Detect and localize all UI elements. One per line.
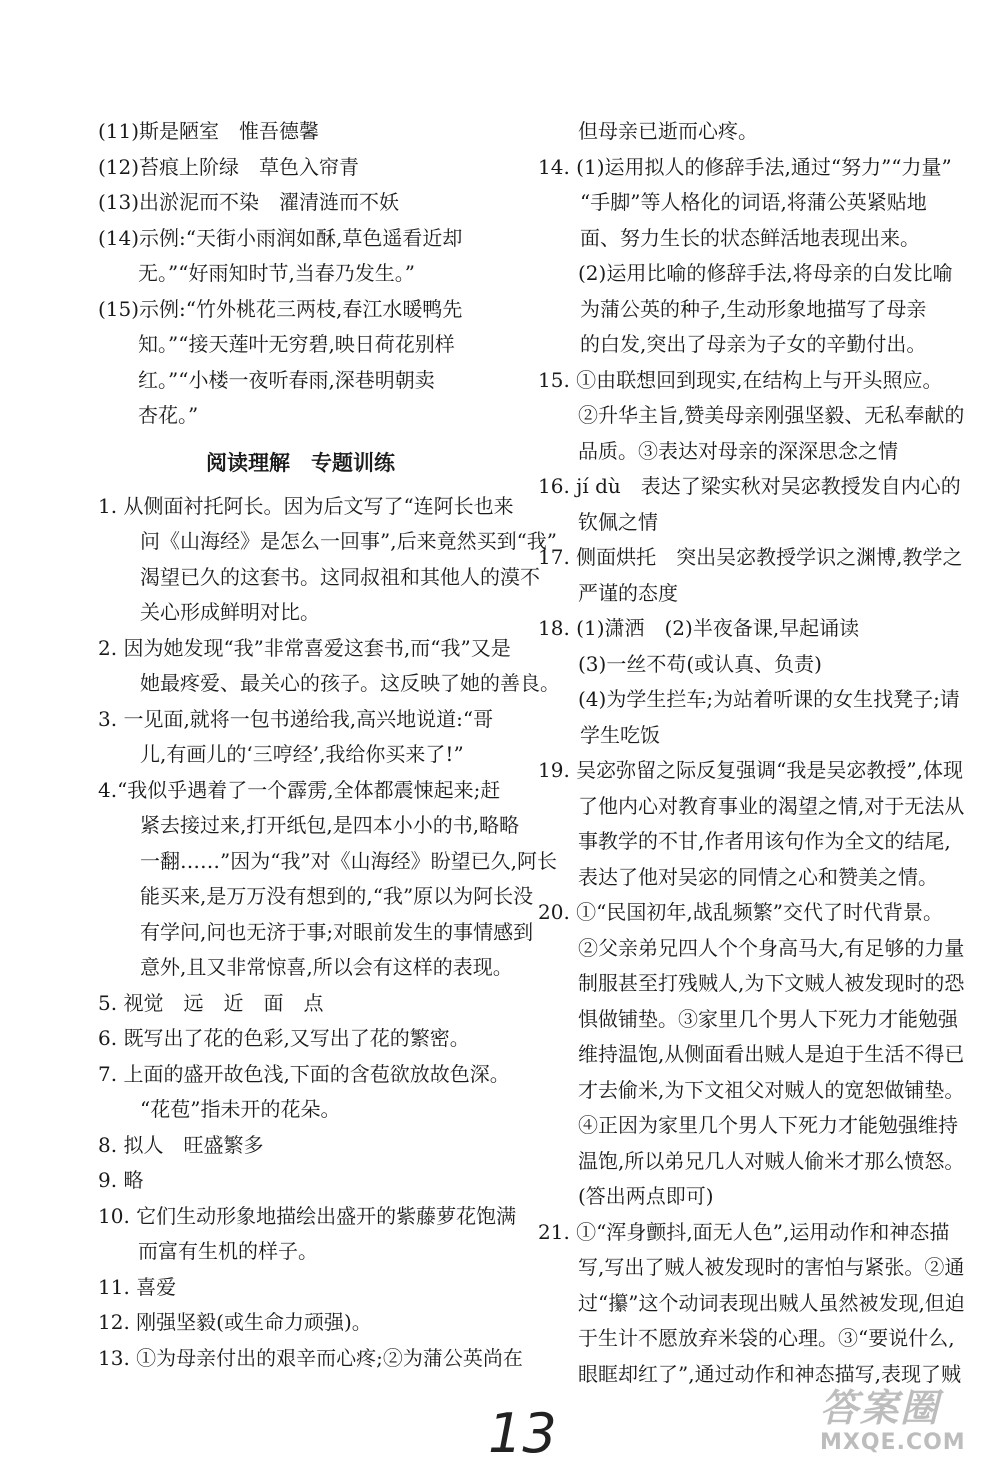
text-line: (14)示例:“天街小雨润如酥,草色遥看近却 <box>98 225 463 250</box>
text-line: 一翻……”因为“我”对《山海经》盼望已久,阿长 <box>140 848 558 873</box>
text-line: 为蒲公英的种子,生动形象地描写了母亲 <box>580 296 927 321</box>
text-line: 温饱,所以弟兄几人对贼人偷米才那么愤怒。 <box>578 1148 965 1173</box>
text-line: 有学问,问也无济于事;对眼前发生的事情感到 <box>140 919 534 944</box>
text-line: 钦佩之情 <box>578 509 658 534</box>
text-line: 意外,且又非常惊喜,所以会有这样的表现。 <box>140 955 513 979</box>
text-line: 问《山海经》是怎么一回事”,后来竟然买到“我” <box>140 529 558 553</box>
right-column <box>538 114 968 1392</box>
text-line: (4)为学生拦车;为站着听课的女生找凳子;请 <box>578 687 960 711</box>
text-line: 4.“我似乎遇着了一个霹雳,全体都震悚起来;赶 <box>98 777 501 802</box>
watermark-bottom: MXQE.COM <box>820 1430 966 1455</box>
text-line: ②父亲弟兄四人个个身高马大,有足够的力量 <box>578 935 965 960</box>
text-line: 2. 因为她发现“我”非常喜爱这套书,而“我”又是 <box>98 635 511 660</box>
text-line: 维持温饱,从侧面看出贼人是迫于生活不得已 <box>578 1042 965 1066</box>
text-line: 惧做铺垫。③家里几个男人下死力才能勉强 <box>578 1006 958 1031</box>
text-line: 面、努力生长的状态鲜活地表现出来。 <box>580 225 920 250</box>
watermark-top: 答案圈 <box>820 1386 941 1430</box>
text-line: 制服甚至打残贼人,为下文贼人被发现时的恐 <box>578 971 965 995</box>
text-line: 20. ①“民国初年,战乱频繁”交代了时代背景。 <box>538 900 943 924</box>
section-title: 阅读理解 专题训练 <box>206 450 395 475</box>
text-line: 才去偷米,为下文祖父对贼人的宽恕做铺垫。 <box>578 1077 965 1102</box>
text-line: 红。”“小楼一夜听春雨,深巷明朝卖 <box>138 367 435 392</box>
text-line: ②升华主旨,赞美母亲刚强坚毅、无私奉献的 <box>578 403 965 427</box>
text-line: 无。”“好雨知时节,当春乃发生。” <box>138 261 416 285</box>
text-line: 儿,有画儿的‘三哼经’,我给你买来了!” <box>140 742 464 766</box>
text-line: (12)苔痕上阶绿 草色入帘青 <box>98 154 360 179</box>
text-line: 15. ①由联想回到现实,在结构上与开头照应。 <box>538 367 943 392</box>
text-line: (13)出淤泥而不染 濯清涟而不妖 <box>98 190 400 214</box>
text-line: 事教学的不甘,作者用该句作为全文的结尾, <box>578 829 951 853</box>
text-line: 学生吃饭 <box>580 722 660 747</box>
text-line: (3)一丝不苟(或认真、负责) <box>578 651 822 676</box>
text-line: (2)运用比喻的修辞手法,将母亲的白发比喻 <box>578 261 953 285</box>
svg-text:13: 13 <box>488 1402 557 1460</box>
text-line: 关心形成鲜明对比。 <box>140 600 320 624</box>
text-line: 10. 它们生动形象地描绘出盛开的紫藤萝花饱满 <box>98 1203 517 1228</box>
text-line: 眼眶却红了”,通过动作和神态描写,表现了贼 <box>578 1361 961 1386</box>
answer-block-right <box>538 114 968 1392</box>
text-line: “花苞”指未开的花朵。 <box>140 1097 341 1121</box>
text-line: “手脚”等人格化的词语,将蒲公英紧贴地 <box>580 190 927 214</box>
text-line: (15)示例:“竹外桃花三两枝,春江水暖鸭先 <box>98 296 463 321</box>
text-line: 3. 一见面,就将一包书递给我,高兴地说道:“哥 <box>98 706 494 731</box>
text-line: 严谨的态度 <box>578 580 678 605</box>
text-line: ④正因为家里几个男人下死力才能勉强维持 <box>578 1113 958 1137</box>
text-line: 渴望已久的这套书。这同叔祖和其他人的漠不 <box>140 564 540 589</box>
text-line: 了他内心对教育事业的渴望之情,对于无法从 <box>578 793 965 818</box>
text-line: 5. 视觉 远 近 面 点 <box>98 990 324 1015</box>
text-line: 紧去接过来,打开纸包,是四本小小的书,略略 <box>140 813 520 837</box>
watermark-logo <box>820 1385 998 1470</box>
text-line: 19. 吴宓弥留之际反复强调“我是吴宓教授”,体现 <box>538 758 963 782</box>
page-number <box>480 1400 560 1460</box>
left-column <box>98 114 560 1376</box>
text-line: 8. 拟人 旺盛繁多 <box>98 1132 264 1157</box>
text-line: 于生计不愿放弃米袋的心理。③“要说什么, <box>578 1326 955 1350</box>
text-line: 17. 侧面烘托 突出吴宓教授学识之渊博,教学之 <box>538 545 963 569</box>
text-line: 能买来,是万万没有想到的,“我”原以为阿长没 <box>140 884 534 908</box>
answer-block-poetry <box>98 114 503 434</box>
text-line: 13. ①为母亲付出的艰辛而心疼;②为蒲公英尚在 <box>98 1345 523 1370</box>
text-line: 16. jí dù 表达了梁实秋对吴宓教授发自内心的 <box>538 474 961 498</box>
text-line: 1. 从侧面衬托阿长。因为后文写了“连阿长也来 <box>98 493 514 518</box>
text-line: 但母亲已逝而心疼。 <box>578 119 758 143</box>
text-line: 6. 既写出了花的色彩,又写出了花的繁密。 <box>98 1026 470 1050</box>
text-line: 的白发,突出了母亲为子女的辛勤付出。 <box>580 332 927 356</box>
answer-block-reading <box>98 489 560 1377</box>
text-line: 9. 略 <box>98 1168 144 1192</box>
text-line: 杏花。” <box>138 403 199 427</box>
text-line: 她最疼爱、最关心的孩子。这反映了她的善良。 <box>140 671 560 695</box>
text-line: 14. (1)运用拟人的修辞手法,通过“努力”“力量” <box>538 154 952 179</box>
text-line: (11)斯是陋室 惟吾德馨 <box>98 119 320 143</box>
text-line: 18. (1)潇洒 (2)半夜备课,早起诵读 <box>538 616 860 640</box>
text-line: 表达了他对吴宓的同情之心和赞美之情。 <box>578 864 938 889</box>
text-line: 12. 刚强坚毅(或生命力顽强)。 <box>98 1310 372 1334</box>
text-line: 写,写出了贼人被发现时的害怕与紧张。②通 <box>578 1255 965 1279</box>
text-line: 而富有生机的样子。 <box>138 1239 318 1263</box>
text-line: 11. 喜爱 <box>98 1274 177 1299</box>
text-line: 21. ①“浑身颤抖,面无人色”,运用动作和神态描 <box>538 1219 950 1244</box>
text-line: 知。”“接天莲叶无穷碧,映日荷花别样 <box>138 332 455 356</box>
text-line: 过“攥”这个动词表现出贼人虽然被发现,但迫 <box>578 1290 965 1315</box>
text-line: 品质。③表达对母亲的深深思念之情 <box>578 438 898 463</box>
text-line: 7. 上面的盛开故色浅,下面的含苞欲放故色深。 <box>98 1061 510 1086</box>
text-line: (答出两点即可) <box>578 1184 714 1208</box>
